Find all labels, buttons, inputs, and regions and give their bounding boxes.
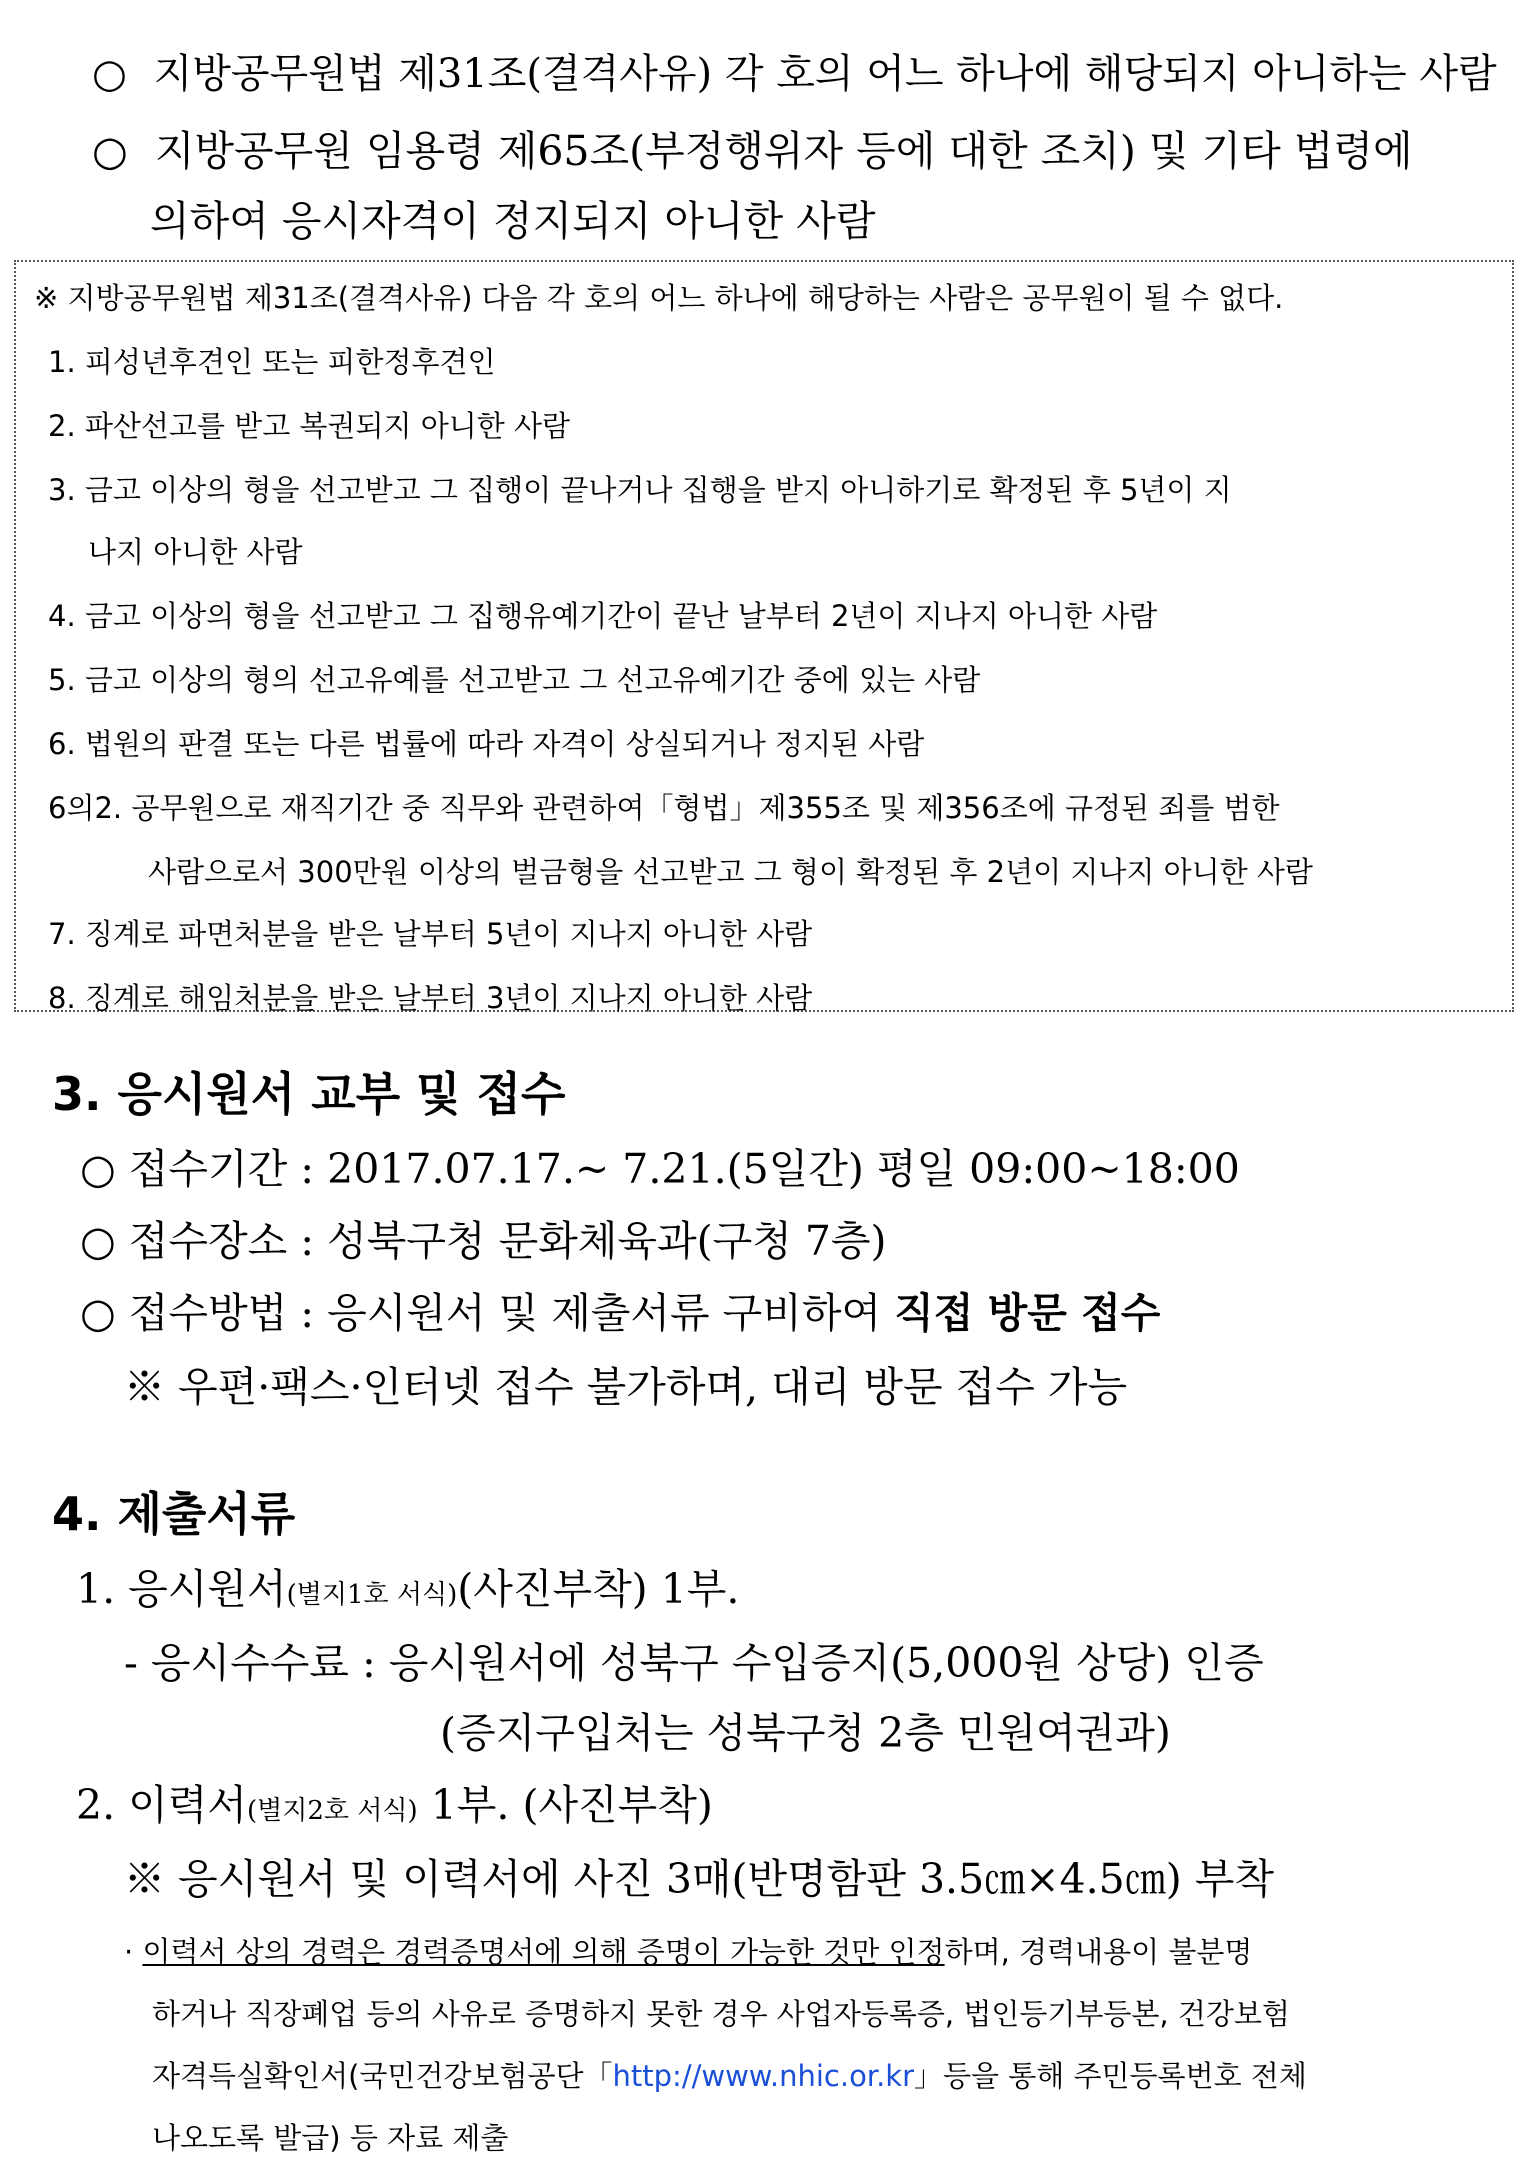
section-3-title: 3. 응시원서 교부 및 접수 [52, 1067, 566, 1121]
note-item-1: 1. 피성년후견인 또는 피한정후견인 [48, 345, 496, 379]
reception-period: ○ 접수기간 : 2017.07.17.~ 7.21.(5일간) 평일 09:00~18:00 [80, 1145, 1240, 1193]
career-note-rest: 하며, 경력내용이 불분명 [944, 1935, 1253, 1969]
reception-method [80, 1280, 1160, 1339]
nhic-link[interactable]: http://www.nhic.or.kr [612, 2059, 915, 2093]
reception-method-text: ○ 접수방법 : 응시원서 및 제출서류 구비하여 [80, 1289, 895, 1337]
note-item-7: 7. 징계로 파면처분을 받은 날부터 5년이 지나지 아니한 사람 [48, 917, 813, 951]
bullet-circle-icon: ○ [92, 51, 127, 97]
career-note-line-2: 하거나 직장폐업 등의 사유로 증명하지 못한 경우 사업자등록증, 법인등기부등본, 건강보험 [152, 1997, 1290, 2031]
note-item-6-2-cont: 사람으로서 300만원 이상의 벌금형을 선고받고 그 형이 확정된 후 2년이 지나지 아니한 사람 [148, 855, 1313, 889]
eligibility-item-2-line1: 지방공무원 임용령 제65조(부정행위자 등에 대한 조치) 및 기타 법령에 [154, 127, 1413, 175]
eligibility-item-2 [92, 118, 1413, 177]
note-item-3-cont: 나지 아니한 사람 [88, 535, 303, 569]
doc-item-1-form: (별지1호 서식) [286, 1580, 458, 1610]
note-item-2: 2. 파산선고를 받고 복권되지 아니한 사람 [48, 409, 570, 443]
career-note-line-3-a: 자격득실확인서(국민건강보험공단「 [152, 2059, 613, 2093]
doc-item-1 [76, 1556, 739, 1615]
note-item-3: 3. 금고 이상의 형을 선고받고 그 집행이 끝나거나 집행을 받지 아니하기로 확정된 후 5년이 지 [48, 473, 1232, 507]
fee-line-2: (증지구입처는 성북구청 2층 민원여권과) [440, 1709, 1171, 1757]
doc-item-1-detail: (사진부착) 1부. [457, 1565, 740, 1613]
career-note-line-4: 나오도록 발급) 등 자료 제출 [152, 2121, 509, 2155]
eligibility-item-1-text: 지방공무원법 제31조(결격사유) 각 호의 어느 하나에 해당되지 아니하는 사람 [153, 51, 1497, 97]
reception-place: ○ 접수장소 : 성북구청 문화체육과(구청 7층) [80, 1217, 887, 1265]
doc-item-2-form: (별지2호 서식) [246, 1796, 418, 1826]
bullet-circle-icon: ○ [92, 127, 128, 175]
doc-item-1-label: 1. 응시원서 [76, 1565, 287, 1613]
reception-method-note: ※ 우편·팩스·인터넷 접수 불가하며, 대리 방문 접수 가능 [124, 1363, 1128, 1411]
note-item-4: 4. 금고 이상의 형을 선고받고 그 집행유예기간이 끝난 날부터 2년이 지나지 아니한 사람 [48, 599, 1158, 633]
eligibility-item-1 [92, 42, 1497, 99]
fee-line-1: - 응시수수료 : 응시원서에 성북구 수입증지(5,000원 상당) 인증 [124, 1639, 1264, 1687]
doc-item-2-label: 2. 이력서 [76, 1781, 247, 1829]
section-4-title: 4. 제출서류 [52, 1487, 296, 1541]
reception-method-emphasis: 직접 방문 접수 [894, 1289, 1161, 1337]
doc-item-2-detail: 1부. (사진부착) [417, 1781, 713, 1829]
career-note-line-3 [152, 2054, 1307, 2095]
career-note-line-3-b: 」등을 통해 주민등록번호 전체 [914, 2059, 1307, 2093]
note-item-6: 6. 법원의 판결 또는 다른 법률에 따라 자격이 상실되거나 정지된 사람 [48, 727, 925, 761]
career-note-line-1 [124, 1930, 1252, 1971]
eligibility-item-2-line2: 의하여 응시자격이 정지되지 아니한 사람 [150, 197, 876, 245]
note-box-header: ※ 지방공무원법 제31조(결격사유) 다음 각 호의 어느 하나에 해당하는 사람은 공무원이 될 수 없다. [34, 281, 1284, 315]
career-bullet: · [124, 1935, 134, 1969]
note-item-5: 5. 금고 이상의 형의 선고유예를 선고받고 그 선고유예기간 중에 있는 사람 [48, 663, 981, 697]
photo-note: ※ 응시원서 및 이력서에 사진 3매(반명함판 3.5㎝×4.5㎝) 부착 [124, 1855, 1274, 1903]
note-item-6-2: 6의2. 공무원으로 재직기간 중 직무와 관련하여「형법」제355조 및 제356조에 규정된 죄를 범한 [48, 791, 1280, 825]
doc-item-2 [76, 1772, 713, 1831]
career-note-underlined: 이력서 상의 경력은 경력증명서에 의해 증명이 가능한 것만 인정 [142, 1935, 945, 1969]
note-item-8: 8. 징계로 해임처분을 받은 날부터 3년이 지나지 아니한 사람 [48, 981, 813, 1015]
